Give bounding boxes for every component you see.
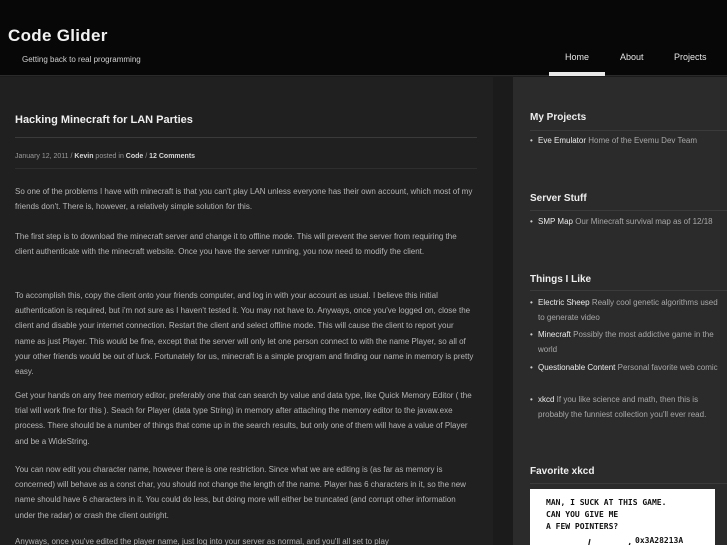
post-comments-link[interactable]: 12 Comments bbox=[149, 153, 196, 160]
bullet-icon: • bbox=[530, 136, 533, 145]
widget-title-xkcd: Favorite xkcd bbox=[530, 466, 595, 477]
widget-divider bbox=[530, 130, 727, 131]
post-category-link[interactable]: Code bbox=[125, 153, 144, 160]
meta-separator: / bbox=[143, 153, 150, 160]
post-title[interactable]: Hacking Minecraft for LAN Parties bbox=[15, 114, 193, 126]
post-paragraph: So one of the problems I have with minecraft is that you can't play LAN unless everyone has their own account, which most of my friends don't. There is, however, a relatively simple solution for this. bbox=[15, 187, 473, 212]
nav-projects[interactable]: Projects bbox=[674, 52, 707, 62]
widget-divider bbox=[530, 483, 727, 484]
sidebar-desc: If you like science and math, then this is probably the funniest collection you'll ever read. bbox=[538, 395, 707, 419]
meta-divider bbox=[15, 168, 477, 169]
widget-title-projects: My Projects bbox=[530, 112, 587, 123]
sidebar-desc: Possibly the most addictive game in the world bbox=[538, 330, 714, 354]
sidebar-link[interactable]: Electric Sheep bbox=[538, 298, 590, 307]
sidebar-link[interactable]: Eve Emulator bbox=[538, 136, 587, 145]
site-header bbox=[0, 0, 727, 76]
post-paragraph: You can now edit you character name, however there is one restriction. Since what we are editing is (as far as memory is concerned) will behave as a const char, you should not change the length of the name. Player has 6 characters in it, so the new name should have 6 characters in it. You could do less, but doing more will either be truncated (and corrupt other information under the radar) or crash the client outright. bbox=[15, 465, 466, 520]
comic-text: MAN, I SUCK AT THIS GAME. bbox=[546, 498, 667, 507]
posted-in-text: posted in bbox=[93, 153, 126, 160]
widget-divider bbox=[530, 210, 727, 211]
sidebar-desc: Home of the Evemu Dev Team bbox=[586, 136, 698, 145]
post-paragraph: To accomplish this, copy the client onto your friends computer, and log in with your account as usual. I believe this initial authentication is required, but i'm not sure as I haven't tested it. You may not have to. Anyways, once you've logged on, close the client and disable your internet connection. Restart the client and select offline mode. This will cause the client to report your name as just Player. This would be fine, except that the server will only let one person connect to with the name Player, so all of your other friends would be out of luck. Fortunately for us, minecraft is a simple program and finding our name in memory is pretty easy. bbox=[15, 291, 474, 377]
nav-home[interactable]: Home bbox=[565, 52, 590, 62]
xkcd-comic-image[interactable] bbox=[530, 489, 715, 545]
widget-title-server: Server Stuff bbox=[530, 193, 587, 204]
sidebar-link[interactable]: xkcd bbox=[538, 395, 555, 404]
sidebar-item-minecraft bbox=[530, 327, 718, 357]
post-meta bbox=[15, 153, 195, 160]
widget-title-likes: Things I Like bbox=[530, 274, 592, 285]
sidebar-item-questionable-content bbox=[530, 360, 718, 375]
comic-text: 0x3A28213A bbox=[635, 536, 684, 545]
sidebar-link[interactable]: Minecraft bbox=[538, 330, 571, 339]
comic-text: A FEW POINTERS? bbox=[546, 522, 619, 531]
sidebar-desc: Our Minecraft survival map as of 12/18 bbox=[572, 217, 713, 226]
bullet-icon: • bbox=[530, 217, 533, 226]
main-content bbox=[0, 77, 493, 545]
post-date: January 12, 2011 bbox=[15, 153, 69, 160]
widget-divider bbox=[530, 290, 727, 291]
meta-separator: / bbox=[68, 153, 75, 160]
sidebar-link[interactable]: Questionable Content bbox=[538, 363, 616, 372]
nav-active-indicator bbox=[549, 72, 605, 76]
sidebar-item-electric-sheep bbox=[530, 295, 718, 325]
sidebar-link[interactable]: SMP Map bbox=[538, 217, 573, 226]
nav-about[interactable]: About bbox=[620, 52, 644, 62]
comic-text: CAN YOU GIVE ME bbox=[546, 510, 619, 519]
title-divider bbox=[15, 137, 477, 138]
sidebar-desc: Personal favorite web comic bbox=[615, 363, 718, 372]
bullet-icon: • bbox=[530, 363, 533, 372]
comic-drawing-icon bbox=[530, 489, 715, 545]
sidebar-item-eve-emulator bbox=[530, 133, 718, 148]
post-paragraph: Get your hands on any free memory editor, preferably one that can search by value and data type, like Quick Memory Editor ( the trial will work fine for this ). Seach for Player (data type String) in memory after attaching the memory editor to the javaw.exe process. There should be a number of things that come up in the search results, but only one of them will have a value of Player and be a WideString. bbox=[15, 391, 472, 446]
site-tagline: Getting back to real programming bbox=[22, 55, 141, 64]
post-paragraph: Anyways, once you've edited the player name, just log into your server as normal, and you'll all set to play bbox=[15, 537, 389, 545]
bullet-icon: • bbox=[530, 298, 533, 307]
sidebar bbox=[513, 77, 727, 545]
bullet-icon: • bbox=[530, 330, 533, 339]
post-author-link[interactable]: Kevin bbox=[74, 153, 94, 160]
post-paragraph: The first step is to download the minecraft server and change it to offline mode. This will prevent the server from requiring the client authenticate with the minecraft website. Once you have the server running, you now need to modify the client. bbox=[15, 232, 457, 257]
sidebar-desc: Really cool genetic algorithms used to generate video bbox=[538, 298, 718, 322]
site-title[interactable]: Code Glider bbox=[8, 26, 108, 45]
sidebar-item-smp-map bbox=[530, 214, 718, 229]
bullet-icon: • bbox=[530, 395, 533, 404]
sidebar-item-xkcd bbox=[530, 392, 718, 422]
